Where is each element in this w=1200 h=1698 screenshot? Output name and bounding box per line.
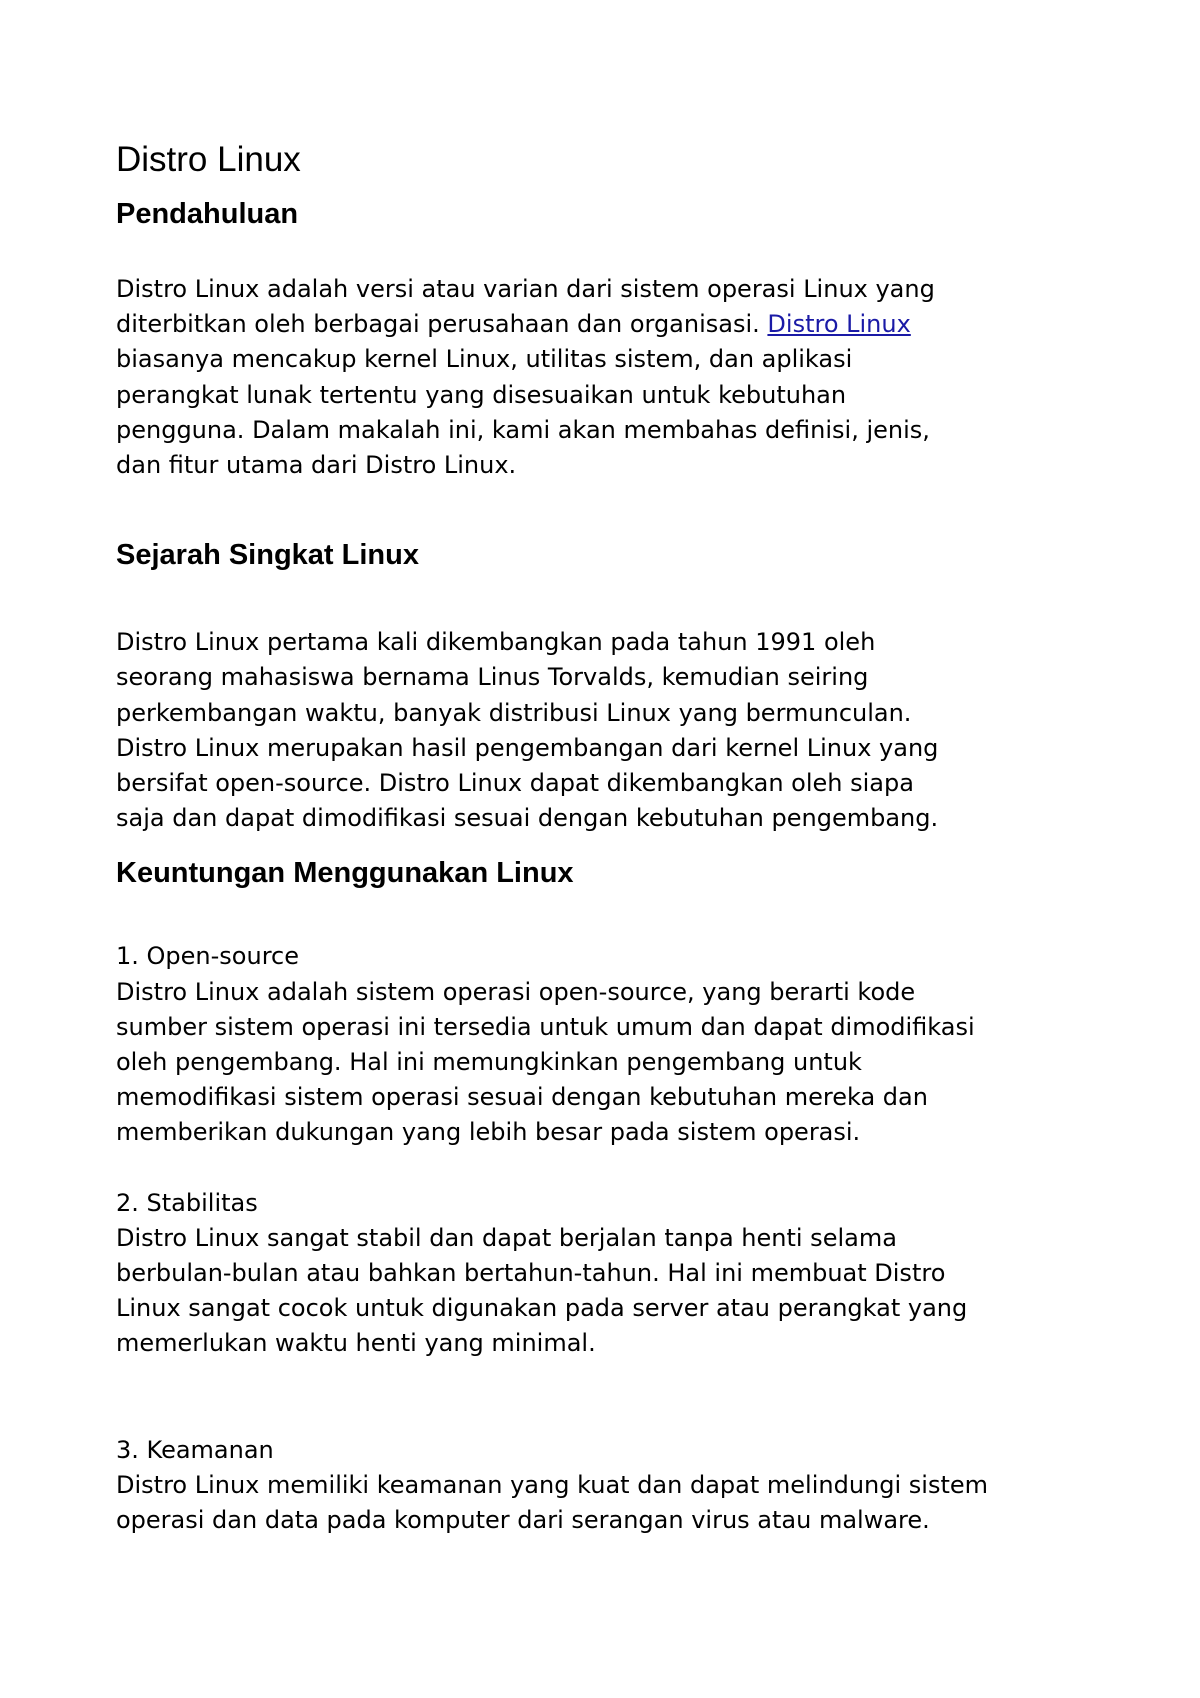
list-item-open-source <box>116 939 1096 1150</box>
text-line: Distro Linux adalah versi atau varian dari sistem operasi Linux yang <box>116 275 935 303</box>
text-line: sumber sistem operasi ini tersedia untuk umum dan dapat dimodifikasi <box>116 1012 975 1041</box>
text-line: pengguna. Dalam makalah ini, kami akan membahas definisi, jenis, <box>116 415 930 444</box>
list-item-keamanan <box>116 1433 1096 1539</box>
text-line: biasanya mencakup kernel Linux, utilitas sistem, dan aplikasi <box>116 345 853 374</box>
text-line: perangkat lunak tertentu yang disesuaikan untuk kebutuhan <box>116 380 847 409</box>
text-line: berbulan-bulan atau bahkan bertahun-tahun. Hal ini membuat Distro <box>116 1259 946 1288</box>
list-item-title: 1. Open-source <box>116 942 299 971</box>
text-line: perkembangan waktu, banyak distribusi Linux yang bermunculan. <box>116 698 912 727</box>
heading-pendahuluan: Pendahuluan <box>116 198 299 230</box>
text-line: Distro Linux adalah sistem operasi open-source, yang berarti kode <box>116 977 916 1006</box>
heading-sejarah: Sejarah Singkat Linux <box>116 539 419 572</box>
heading-keuntungan: Keuntungan Menggunakan Linux <box>116 857 574 890</box>
text-line: memodifikasi sistem operasi sesuai dengan kebutuhan mereka dan <box>116 1083 928 1112</box>
text-line: saja dan dapat dimodifikasi sesuai dengan kebutuhan pengembang. <box>116 804 939 833</box>
text-line: oleh pengembang. Hal ini memungkinkan pengembang untuk <box>116 1048 862 1077</box>
text-line: Distro Linux sangat stabil dan dapat berjalan tanpa henti selama <box>116 1223 897 1252</box>
text-line: Distro Linux merupakan hasil pengembangan dari kernel Linux yang <box>116 733 939 762</box>
paragraph-sejarah <box>116 625 1096 836</box>
text-line: Distro Linux pertama kali dikembangkan pada tahun 1991 oleh <box>116 628 876 657</box>
document-body <box>116 136 1096 1538</box>
text-line <box>116 307 1096 342</box>
list-item-stabilitas <box>116 1186 1096 1362</box>
text-line: Distro Linux memiliki keamanan yang kuat dan dapat melindungi sistem <box>116 1470 989 1499</box>
text-line: memberikan dukungan yang lebih besar pada sistem operasi. <box>116 1118 861 1147</box>
distro-linux-link[interactable]: Distro Linux <box>767 310 911 339</box>
list-item-title: 2. Stabilitas <box>116 1188 258 1217</box>
text-segment: diterbitkan oleh berbagai perusahaan dan organisasi. <box>116 310 768 339</box>
text-line: seorang mahasiswa bernama Linus Torvalds, kemudian seiring <box>116 663 869 692</box>
text-line: bersifat open-source. Distro Linux dapat dikembangkan oleh siapa <box>116 769 914 798</box>
page-title: Distro Linux <box>116 140 301 179</box>
list-item-title: 3. Keamanan <box>116 1435 274 1464</box>
text-line: Linux sangat cocok untuk digunakan pada server atau perangkat yang <box>116 1294 968 1323</box>
text-line: dan fitur utama dari Distro Linux. <box>116 451 517 480</box>
paragraph-pendahuluan <box>116 272 1096 483</box>
text-line: memerlukan waktu henti yang minimal. <box>116 1329 596 1358</box>
text-line: operasi dan data pada komputer dari serangan virus atau malware. <box>116 1506 930 1535</box>
